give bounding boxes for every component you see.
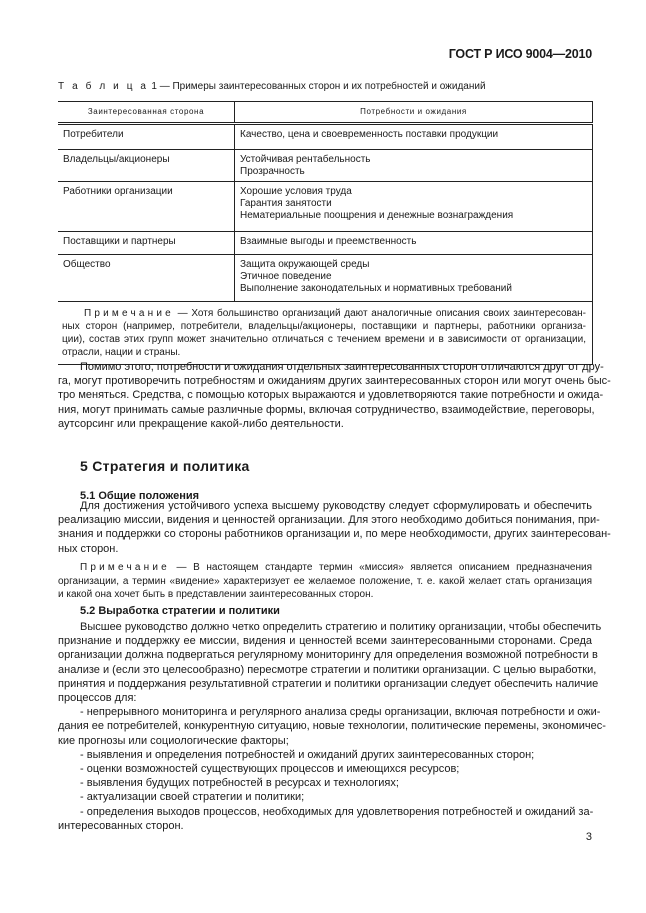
paragraph-line: га, могут противоречить потребностям и ожиданиям других заинтересованных сторон или могут очень быс- [58, 375, 611, 388]
note-text: — В настоящем стандарте термин «миссия» является описанием предназначения [169, 562, 592, 573]
needs-cell [235, 232, 593, 255]
need-item: Нематериальные поощрения и денежные вознаграждения [240, 210, 514, 221]
paragraph-line: организации должна подвергаться регулярному мониторингу для определения возможной потребности в [58, 649, 598, 662]
paragraph-line: - определения выходов процессов, необходимых для удовлетворения потребностей и ожиданий за- [80, 805, 594, 818]
paragraph-line: знания и поддержки со стороны работников организации и, по мере необходимости, других заинтересован- [58, 528, 611, 541]
paragraph-line: интересованных сторон. [58, 819, 184, 832]
stakeholder-cell: Общество [58, 255, 235, 302]
paragraph-line: ных сторон. [58, 542, 119, 555]
paragraph-line: кие прогнозы или социологические факторы; [58, 734, 289, 747]
need-item: Защита окружающей среды [240, 259, 370, 270]
needs-cell [235, 124, 593, 150]
paragraph-stakeholder-needs [58, 360, 611, 431]
paragraph-line: процессов для: [58, 692, 137, 705]
paragraph-5-1 [58, 499, 611, 556]
table-row [58, 255, 593, 302]
note-5-1 [58, 561, 592, 602]
column-header-party: Заинтересованная сторона [58, 102, 235, 124]
table-note-line [62, 333, 586, 346]
subsection-heading-5-1: 5.1 Общие положения [80, 490, 200, 502]
table-caption [58, 81, 486, 92]
need-item: Гарантия занятости [240, 198, 332, 209]
note-line [58, 561, 592, 575]
page-number: 3 [585, 831, 592, 843]
paragraph-line: - выявления будущих потребностей в ресурсах и технологиях; [80, 777, 399, 790]
note-text: ции), состав этих групп может значительно отличаться с течением времени и в зависимости от организации, [62, 334, 586, 345]
note-label: Примечание [84, 308, 174, 319]
paragraph-line: принятия и поддержания результативной стратегии и политики организации следует обеспечить наличие [58, 677, 599, 690]
note-text: — Хотя большинство организаций дают аналогичные описания своих заинтересован- [173, 308, 586, 319]
note-text: ных сторон (например, потребители, владельцы/акционеры, поставщики и партнеры, работники организа- [62, 321, 586, 332]
table-note-line [62, 320, 586, 333]
paragraph-line: аутсорсинг или прекращение какой-либо деятельности. [58, 417, 344, 430]
table-header-row [58, 102, 593, 124]
needs-cell [235, 150, 593, 182]
paragraph-line: - выявления и определения потребностей и ожиданий других заинтересованных сторон; [80, 748, 535, 761]
note-line [58, 588, 592, 602]
need-item: Выполнение законодательных и нормативных требований [240, 283, 512, 294]
table-note-row [58, 302, 593, 365]
stakeholder-cell: Работники организации [58, 182, 235, 232]
note-label: Примечание [80, 562, 170, 573]
needs-cell [235, 255, 593, 302]
need-item: Хорошие условия труда [240, 186, 352, 197]
column-header-needs: Потребности и ожидания [235, 102, 593, 124]
paragraph-5-2 [58, 620, 606, 833]
needs-cell [235, 182, 593, 232]
need-item: Качество, цена и своевременность поставки продукции [240, 129, 499, 140]
note-line [58, 575, 592, 589]
paragraph-line: ния, могут принимать самые различные формы, включая сотрудничество, взаимодействие, переговоры, [58, 403, 595, 416]
table-row [58, 124, 593, 150]
note-text: отрасли, нации и страны. [62, 347, 181, 358]
paragraph-line: тро меняться. Средства, с помощью которых выражаются и удовлетворяются такие потребности и ожида- [58, 389, 604, 402]
table-caption-label: Т а б л и ц а [58, 81, 149, 92]
section-heading-5: 5 Стратегия и политика [80, 458, 250, 474]
paragraph-line: - актуализации своей стратегии и политики; [80, 791, 305, 804]
note-text: организации, а термин «видение» характеризует ее желаемое положение, т. е. какой желает стать организация [58, 575, 592, 587]
table-row [58, 232, 593, 255]
stakeholder-cell: Владельцы/акционеры [58, 150, 235, 182]
subsection-heading-5-2: 5.2 Выработка стратегии и политики [80, 605, 280, 617]
stakeholders-table [58, 101, 593, 365]
paragraph-line: Высшее руководство должно четко определить стратегию и политику организации, чтобы обеспечить [80, 621, 602, 633]
paragraph-line: - оценки возможностей существующих процессов и имеющихся ресурсов; [80, 763, 460, 776]
need-item: Устойчивая рентабельность [240, 154, 371, 165]
need-item: Прозрачность [240, 166, 305, 177]
table-note-line [62, 346, 586, 359]
paragraph-line: дания ее потребителей, конкурентную ситуацию, новые технологии, политические перемены, экономичес- [58, 720, 606, 733]
table-note [58, 302, 593, 365]
table-caption-text: 1 — Примеры заинтересованных сторон и их потребностей и ожиданий [148, 81, 486, 92]
note-text: и какой она хочет быть в представлении заинтересованных сторон. [58, 589, 374, 600]
stakeholder-cell: Потребители [58, 124, 235, 150]
table-row [58, 150, 593, 182]
need-item: Этичное поведение [240, 271, 332, 282]
stakeholder-cell: Поставщики и партнеры [58, 232, 235, 255]
document-code: ГОСТ Р ИСО 9004—2010 [448, 47, 592, 61]
table-row [58, 182, 593, 232]
paragraph-line: Для достижения устойчивого успеха высшему руководству следует сформулировать и обеспечить [80, 500, 592, 512]
need-item: Взаимные выгоды и преемственность [240, 236, 417, 247]
table-note-line [62, 307, 586, 320]
paragraph-line: реализацию миссии, видения и ценностей организации. Для этого необходимо добиться понимания, при- [58, 514, 600, 527]
paragraph-line: Помимо этого, потребности и ожидания отдельных заинтересованных сторон отличаются друг от дру- [80, 361, 604, 373]
paragraph-line: - непрерывного мониторинга и регулярного анализа среды организации, включая потребности и ожи- [80, 706, 601, 719]
paragraph-line: анализе и (если это целесообразно) пересмотре стратегии и политики организации. С целью выработки, [58, 663, 597, 676]
paragraph-line: признание и поддержку ее миссии, видения и ценностей всеми заинтересованными сторонами. Среда [58, 635, 592, 648]
